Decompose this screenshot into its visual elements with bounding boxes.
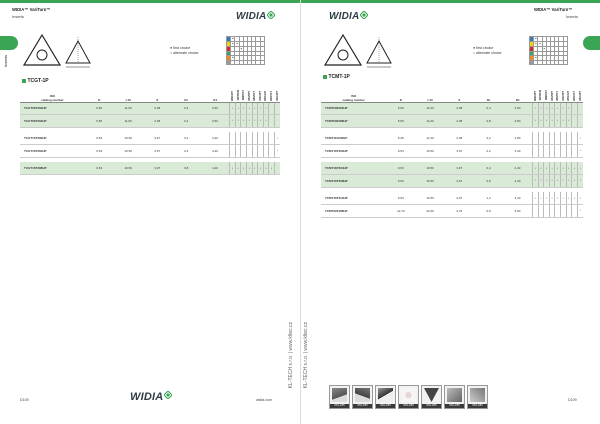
l10-cell: 16,50 — [415, 175, 444, 188]
table-row[interactable] — [321, 162, 583, 175]
grade-availability-cell: • — [252, 115, 258, 128]
widia-logo-mark-icon — [267, 11, 275, 19]
d1-cell: 2,50 — [201, 102, 230, 115]
legend-alternate-choice: ○ alternate choice — [473, 51, 502, 55]
grade-availability-cell: • — [258, 162, 264, 175]
kltech-watermark: KL-TECH s.r.o. | www.kltec.cz — [288, 322, 294, 389]
grade-availability-cell: • — [572, 162, 578, 175]
grade-availability-cell: • — [538, 192, 544, 205]
table-row[interactable] — [321, 205, 583, 218]
s-cell: 3,97 — [143, 132, 172, 145]
corner-radius-cell: 0,8 — [474, 205, 503, 218]
grade-availability-cell: • — [544, 192, 550, 205]
d1-cell: 4,40 — [503, 192, 532, 205]
footer-logo-mark-icon — [164, 391, 172, 399]
section-tab — [0, 36, 18, 50]
insert-drawing-icon — [20, 33, 92, 71]
col-d1: D1 — [201, 88, 230, 102]
d-cell: 6,35 — [386, 132, 415, 145]
table-row[interactable] — [321, 132, 583, 145]
grade-availability-cell: • — [269, 162, 275, 175]
l10-cell: 11,00 — [114, 102, 143, 115]
grade-availability-cell: • — [560, 192, 566, 205]
grade-availability-cell: • — [560, 162, 566, 175]
grade-availability-cell: • — [549, 192, 555, 205]
page-number: D109 — [20, 398, 29, 402]
d-cell: 5,56 — [85, 115, 114, 128]
col-l10: L10 — [415, 88, 444, 102]
col-iso: ISO catalog number — [321, 88, 386, 102]
s-cell: 3,97 — [445, 145, 474, 158]
grade-availability-cell — [577, 115, 583, 128]
l10-cell: 11,00 — [415, 102, 444, 115]
grade-availability-cell: • — [577, 192, 583, 205]
grade-col: WS15PT — [258, 88, 264, 102]
grade-col: WU10PT — [577, 88, 583, 102]
grade-availability-cell: • — [577, 145, 583, 158]
grade-availability-cell: • — [246, 115, 252, 128]
grade-col: WM10PT — [230, 88, 236, 102]
table-row[interactable] — [321, 192, 583, 205]
d1-cell: 4,40 — [201, 145, 230, 158]
d-cell: 5,56 — [85, 102, 114, 115]
grade-availability-cell: • — [560, 115, 566, 128]
grade-col: WM25CT — [241, 88, 247, 102]
s-cell: 3,97 — [143, 162, 172, 175]
grade-col: WU10PT — [274, 88, 280, 102]
s-cell: 4,76 — [445, 205, 474, 218]
l10-cell: 22,00 — [415, 205, 444, 218]
d-cell: 5,56 — [386, 115, 415, 128]
d-cell: 9,53 — [85, 132, 114, 145]
thumb-toolholder[interactable]: D54–D55 — [375, 385, 396, 409]
legend-first-choice: ● first choice — [473, 46, 494, 50]
grade-availability-cell: • — [532, 115, 538, 128]
table-row[interactable] — [20, 102, 280, 115]
footer-url[interactable]: widia.com — [256, 398, 272, 402]
col-s: S — [445, 88, 474, 102]
grade-col: WK15CT — [572, 88, 578, 102]
related-thumbnails — [329, 385, 488, 409]
section-tab — [583, 36, 600, 50]
corner-radius-cell: 0,4 — [172, 115, 201, 128]
grade-availability-cell: • — [263, 102, 269, 115]
top-accent-bar — [0, 0, 300, 3]
grade-availability-cell: • — [235, 162, 241, 175]
grade-availability-cell: • — [566, 102, 572, 115]
s-cell: 2,38 — [445, 132, 474, 145]
catalog-number-cell: TCGT09T302HP — [20, 102, 85, 115]
grade-col: WU10HT — [263, 88, 269, 102]
grade-availability-cell: • — [230, 162, 236, 175]
grade-col: WS15PT — [560, 88, 566, 102]
d1-cell: 4,40 — [201, 132, 230, 145]
grade-availability-cell: • — [263, 115, 269, 128]
s-cell: 3,97 — [143, 145, 172, 158]
grade-availability-cell: • — [532, 192, 538, 205]
grade-availability-cell: • — [258, 102, 264, 115]
catalog-number-cell: TCGT09T304HP — [20, 115, 85, 128]
col-d: D — [386, 88, 415, 102]
corner-radius-cell: 0,2 — [474, 132, 503, 145]
grade-availability-cell: • — [566, 175, 572, 188]
header-title: WIDIA™ VariTurn™ — [12, 7, 51, 12]
legend-alternate-choice: ○ alternate choice — [170, 51, 199, 55]
corner-radius-cell: 0,8 — [172, 162, 201, 175]
table-header-row — [321, 88, 583, 102]
grade-availability-cell: • — [572, 192, 578, 205]
grade-availability-cell: • — [538, 115, 544, 128]
grade-col: WP35CM — [235, 88, 241, 102]
grade-availability-cell: • — [246, 162, 252, 175]
corner-radius-cell: 0,2 — [172, 132, 201, 145]
d-cell: 12,70 — [386, 205, 415, 218]
d-cell: 9,53 — [386, 175, 415, 188]
d-cell: 9,53 — [386, 145, 415, 158]
d1-cell: 2,50 — [503, 102, 532, 115]
col-l10: L10 — [114, 88, 143, 102]
grade-availability-cell: • — [555, 192, 561, 205]
material-grade-grid: ● ● ● ● ● — [529, 36, 568, 65]
grade-availability-cell: • — [274, 145, 280, 158]
grade-availability-cell: • — [274, 132, 280, 145]
grade-availability-cell — [274, 162, 280, 175]
grade-availability-cell: • — [246, 102, 252, 115]
grade-col: WU10HT — [566, 88, 572, 102]
catalog-number-cell: TCMT16T304HP — [321, 162, 386, 175]
grade-availability-cell: • — [560, 175, 566, 188]
header-subtitle: Inserts — [566, 14, 579, 19]
d-cell: 5,56 — [386, 102, 415, 115]
table-body — [321, 102, 583, 217]
l10-cell: 11,00 — [415, 115, 444, 128]
grade-availability-cell: • — [555, 115, 561, 128]
catalog-number-cell: TCGT16T302HP — [20, 132, 85, 145]
col-d: D — [85, 88, 114, 102]
grade-availability-cell: • — [538, 102, 544, 115]
grade-availability-cell: • — [252, 102, 258, 115]
grade-col: WP35CM — [538, 88, 544, 102]
corner-radius-cell: 0,4 — [172, 145, 201, 158]
catalog-number-cell: TCGT16T308HP — [20, 162, 85, 175]
thumb-insert[interactable]: D54–D55 — [444, 385, 465, 409]
grade-availability-cell: • — [544, 102, 550, 115]
l10-cell: 16,50 — [114, 162, 143, 175]
widia-logo-mark-icon — [360, 11, 368, 19]
grade-availability-cell: • — [230, 102, 236, 115]
grade-col: WK15CT — [269, 88, 275, 102]
grade-availability-cell: • — [544, 115, 550, 128]
grade-availability-cell: • — [241, 162, 247, 175]
insert-drawing-icon — [321, 33, 393, 71]
s-cell: 2,38 — [445, 115, 474, 128]
grade-availability-cell: • — [538, 162, 544, 175]
grade-availability-cell: • — [560, 102, 566, 115]
col-rs: Rε — [172, 88, 201, 102]
s-cell: 2,38 — [143, 102, 172, 115]
grade-availability-cell: • — [258, 115, 264, 128]
d-cell: 9,53 — [85, 162, 114, 175]
table-header-row — [20, 88, 280, 102]
grade-col: WU25PT — [246, 88, 252, 102]
top-accent-bar — [301, 0, 600, 3]
grade-availability-cell: • — [252, 162, 258, 175]
corner-radius-cell: 0,2 — [172, 102, 201, 115]
insert-table — [321, 88, 583, 218]
catalog-number-cell: TCMT220408HP — [321, 205, 386, 218]
catalog-number-cell: TCMT16T312HP — [321, 192, 386, 205]
family-marker-icon — [22, 79, 26, 83]
grade-availability-cell: • — [230, 115, 236, 128]
l10-cell: 16,50 — [114, 145, 143, 158]
page-number: D109 — [568, 398, 577, 402]
insert-table — [20, 88, 280, 175]
grade-availability-cell: • — [555, 162, 561, 175]
l10-cell: 16,50 — [415, 192, 444, 205]
grade-availability-cell — [274, 102, 280, 115]
grade-col: WP25CT — [555, 88, 561, 102]
material-grade-grid: ● ● ● ● ● — [226, 36, 265, 65]
grade-col: WM25CT — [544, 88, 550, 102]
corner-radius-cell: 0,4 — [474, 162, 503, 175]
thumb-toolholder[interactable]: D54–D55 — [352, 385, 373, 409]
thumb-toolholder[interactable]: D54–D55 — [398, 385, 419, 409]
col-rs: Rε — [474, 88, 503, 102]
thumb-insert[interactable]: D54–D55 — [421, 385, 442, 409]
l10-cell: 16,50 — [415, 145, 444, 158]
table-row[interactable] — [321, 102, 583, 115]
grade-availability-cell: • — [577, 205, 583, 218]
grade-availability-cell: • — [549, 162, 555, 175]
s-cell: 3,97 — [445, 162, 474, 175]
grade-availability-cell: • — [549, 115, 555, 128]
grade-availability-cell: • — [241, 102, 247, 115]
d-cell: 9,53 — [386, 192, 415, 205]
table-row[interactable] — [20, 145, 280, 158]
grade-availability-cell: • — [566, 192, 572, 205]
family-title: TCMT-1P — [323, 74, 350, 80]
table-row[interactable] — [321, 115, 583, 128]
s-cell: 3,97 — [445, 175, 474, 188]
grade-availability-cell: • — [555, 175, 561, 188]
grade-availability-cell: • — [566, 162, 572, 175]
catalog-number-cell: TCMT090208HP — [321, 115, 386, 128]
family-title: TCGT-1P — [22, 78, 49, 84]
l10-cell: 11,00 — [415, 132, 444, 145]
table-row[interactable] — [321, 175, 583, 188]
grade-availability-cell: • — [544, 162, 550, 175]
catalog-number-cell: TCMT110202HP — [321, 132, 386, 145]
header-subtitle: Inserts — [12, 14, 25, 19]
corner-radius-cell: 0,8 — [474, 175, 503, 188]
grade-col: WU25PT — [549, 88, 555, 102]
l10-cell: 11,00 — [114, 115, 143, 128]
grade-availability-cell: • — [532, 162, 538, 175]
footer-widia-logo: WIDIA — [130, 391, 172, 403]
grade-col: WP25CT — [252, 88, 258, 102]
d1-cell: 4,40 — [503, 145, 532, 158]
d1-cell: 2,50 — [201, 115, 230, 128]
corner-radius-cell: 0,4 — [474, 102, 503, 115]
catalog-number-cell: TCMT090204HP — [321, 102, 386, 115]
family-marker-icon — [323, 75, 327, 79]
d1-cell: 4,40 — [201, 162, 230, 175]
grade-availability-cell: • — [241, 115, 247, 128]
grade-availability-cell: • — [263, 162, 269, 175]
grade-availability-cell: • — [235, 102, 241, 115]
grade-availability-cell: • — [577, 162, 583, 175]
grade-availability-cell: • — [538, 175, 544, 188]
thumb-insert[interactable]: D54–D55 — [467, 385, 488, 409]
corner-radius-cell: 0,8 — [474, 115, 503, 128]
table-row[interactable] — [20, 132, 280, 145]
legend-first-choice: ● first choice — [170, 46, 191, 50]
d-cell: 9,53 — [386, 162, 415, 175]
widia-logo: WIDIA — [236, 11, 275, 22]
kltech-watermark: KL-TECH s.r.o. | www.kltec.cz — [303, 322, 309, 389]
s-cell: 3,97 — [445, 192, 474, 205]
d1-cell: 4,40 — [503, 175, 532, 188]
grade-availability-cell: • — [549, 175, 555, 188]
grade-availability-cell — [274, 115, 280, 128]
grade-availability-cell: • — [532, 175, 538, 188]
table-row[interactable] — [20, 162, 280, 175]
d1-cell: 5,50 — [503, 205, 532, 218]
table-body — [20, 102, 280, 175]
grade-availability-cell: • — [555, 102, 561, 115]
s-cell: 2,38 — [445, 102, 474, 115]
grade-availability-cell: • — [544, 175, 550, 188]
corner-radius-cell: 0,2 — [474, 145, 503, 158]
catalog-number-cell: TCMT16T302HP — [321, 145, 386, 158]
grade-availability-cell: • — [566, 115, 572, 128]
d-cell: 9,53 — [85, 145, 114, 158]
table-row[interactable] — [321, 145, 583, 158]
grade-availability-cell: • — [532, 102, 538, 115]
grade-availability-cell: • — [235, 115, 241, 128]
table-row[interactable] — [20, 115, 280, 128]
header-title: WIDIA™ VariTurn™ — [534, 7, 573, 12]
l10-cell: 16,50 — [415, 162, 444, 175]
corner-radius-cell: 1,2 — [474, 192, 503, 205]
grade-availability-cell: • — [577, 132, 583, 145]
d1-cell: 2,80 — [503, 132, 532, 145]
choice-legend — [170, 46, 199, 56]
grade-availability-cell: • — [577, 175, 583, 188]
thumb-toolholder[interactable]: D54–D55 — [329, 385, 350, 409]
col-s: S — [143, 88, 172, 102]
grade-availability-cell — [577, 102, 583, 115]
d1-cell: 4,40 — [503, 162, 532, 175]
right-page — [300, 0, 600, 424]
col-iso: ISO catalog number — [20, 88, 85, 102]
grade-col: WM10PT — [532, 88, 538, 102]
grade-availability-cell: • — [549, 102, 555, 115]
choice-legend — [473, 46, 502, 56]
l10-cell: 16,50 — [114, 132, 143, 145]
d1-cell: 2,50 — [503, 115, 532, 128]
widia-logo: WIDIA — [329, 11, 368, 22]
catalog-number-cell: TCMT16T308HP — [321, 175, 386, 188]
col-d1: D1 — [503, 88, 532, 102]
s-cell: 2,38 — [143, 115, 172, 128]
grade-availability-cell: • — [572, 175, 578, 188]
side-label: Inserts — [3, 55, 8, 68]
catalog-number-cell: TCGT16T304HP — [20, 145, 85, 158]
